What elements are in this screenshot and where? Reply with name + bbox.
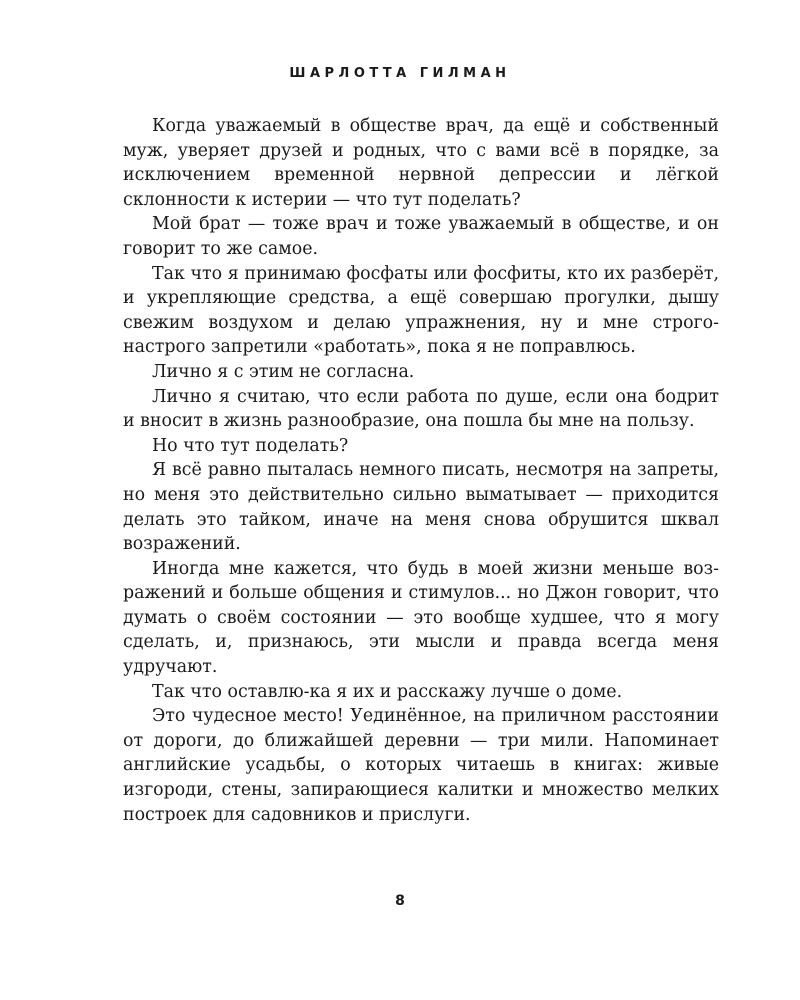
paragraph: Иногда мне кажется, что будь в моей жизни меньше возражений и больше общения и стимулов... но Джон говорит, что думать о своём состоянии — это вообще худшее, что я могу сделать, и, признаюсь, эти мысли и правда всегда меня удручают. (123, 558, 719, 678)
paragraph: Когда уважаемый в обществе врач, да ещё и собственный муж, уверяет друзей и родных, что с вами всё в порядке, за исключением временной нервной депрессии и лёгкой склонности к истерии — что тут поделать? (123, 116, 719, 210)
page-number: 8 (395, 893, 405, 909)
paragraph: Это чудесное место! Уединённое, на приличном расстоянии от дороги, до ближайшей деревни — три мили. Напоминает английские усадьбы, о которых читаешь в книгах: живые изгороди, стены, запирающиеся калитки и множество мелких построек для садовников и прислуги. (123, 706, 719, 825)
paragraph: Но что тут поделать? (152, 435, 349, 456)
paragraph: Лично я с этим не согласна. (152, 361, 415, 382)
paragraph: Так что я принимаю фосфаты или фосфиты, кто их разберёт, и укрепляющие средства, а ещё совершаю прогулки, дышу свежим воздухом и делаю упражнения, ну и мне строго-настрого запретили «работать», пока я не поправлюсь. (123, 263, 719, 358)
paragraph: Так что оставлю-ка я их и расскажу лучше о доме. (152, 681, 623, 702)
paragraph: Мой брат — тоже врач и тоже уважаемый в обществе, и он говорит то же самое. (123, 214, 719, 259)
paragraph: Лично я считаю, что если работа по душе, если она бодрит и вносит в жизнь разнообразие, она пошла бы мне на пользу. (123, 386, 719, 432)
body-text (123, 114, 719, 827)
paragraph: Я всё равно пыталась немного писать, несмотря на запреты, но меня это действительно сильно выматывает — приходится делать это тайком, иначе на меня снова обрушится шквал возражений. (123, 460, 719, 555)
running-head-author: ШАРЛОТТА ГИЛМАН (289, 66, 511, 81)
